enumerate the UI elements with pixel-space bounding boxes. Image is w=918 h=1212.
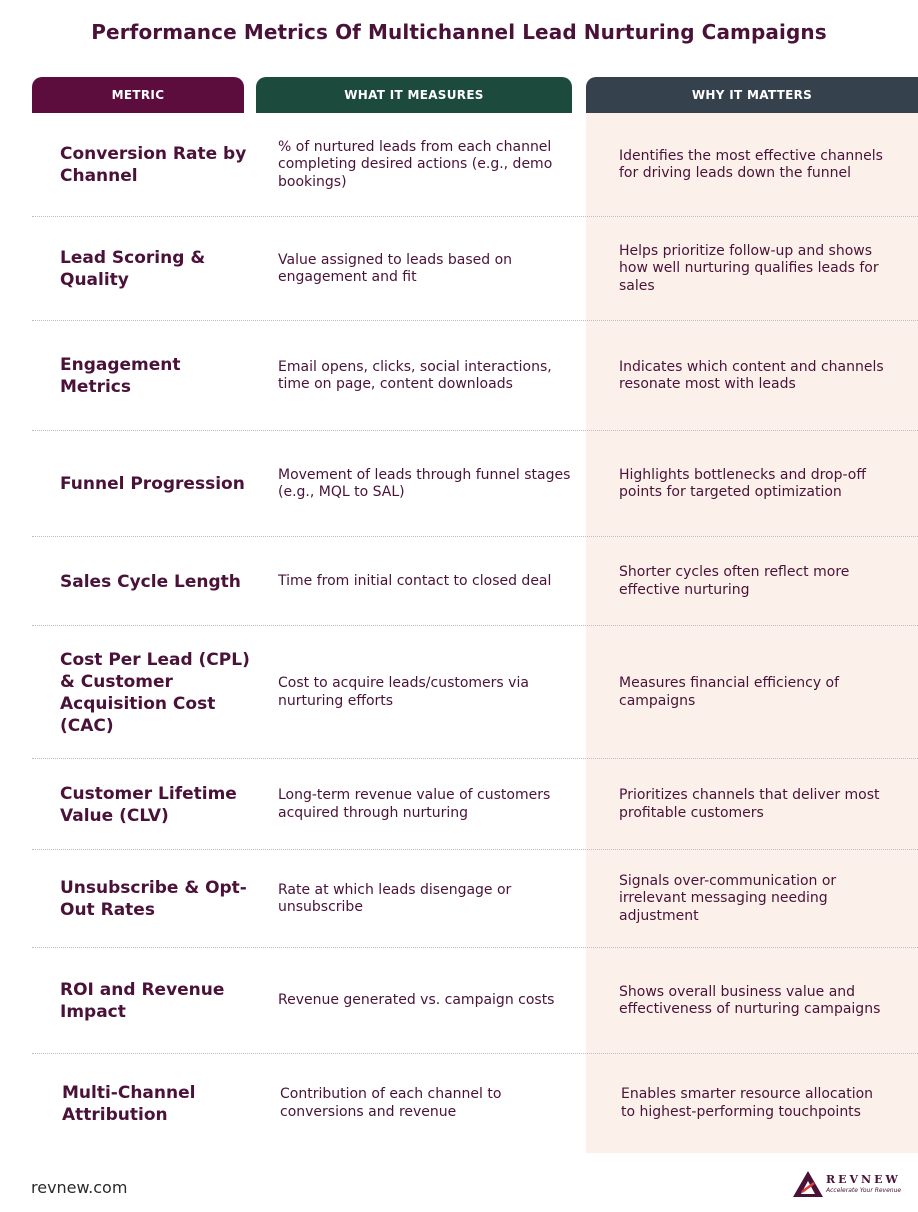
table-row bbox=[0, 217, 918, 321]
table-row bbox=[0, 948, 918, 1054]
metric-name: Conversion Rate by Channel bbox=[60, 144, 247, 186]
logo-wordmark: REVNEW bbox=[826, 1173, 901, 1186]
footer-website-link[interactable]: revnew.com bbox=[31, 1178, 128, 1197]
logo-tagline: Accelerate Your Revenue bbox=[826, 1187, 902, 1194]
header-why-it-matters: WHY IT MATTERS bbox=[586, 77, 918, 113]
what-it-measures: Value assigned to leads based on engagement and fit bbox=[278, 251, 513, 285]
why-it-matters: Highlights bottlenecks and drop-off points for targeted optimization bbox=[619, 466, 867, 500]
metric-name: Funnel Progression bbox=[60, 474, 245, 494]
why-it-matters: Shows overall business value and effectiveness of nurturing campaigns bbox=[619, 983, 881, 1017]
why-it-matters: Prioritizes channels that deliver most profitable customers bbox=[619, 787, 880, 821]
what-it-measures: Revenue generated vs. campaign costs bbox=[278, 992, 555, 1009]
table-row bbox=[0, 626, 918, 759]
page-title: Performance Metrics Of Multichannel Lead Nurturing Campaigns bbox=[91, 20, 827, 44]
what-it-measures: Long-term revenue value of customers acquired through nurturing bbox=[278, 787, 551, 821]
table-row bbox=[0, 537, 918, 626]
metric-name: Customer Lifetime Value (CLV) bbox=[60, 783, 237, 826]
table-row bbox=[0, 1054, 918, 1153]
table-row bbox=[0, 431, 918, 537]
what-it-measures: Email opens, clicks, social interactions, time on page, content downloads bbox=[278, 358, 552, 392]
table-row bbox=[0, 113, 918, 217]
metric-name: Engagement Metrics bbox=[60, 355, 181, 397]
what-it-measures: Cost to acquire leads/customers via nurturing efforts bbox=[278, 675, 529, 709]
revnew-logo bbox=[792, 1170, 912, 1200]
what-it-measures: Movement of leads through funnel stages (e.g., MQL to SAL) bbox=[278, 466, 571, 500]
why-it-matters: Indicates which content and channels resonate most with leads bbox=[619, 358, 884, 392]
why-it-matters: Helps prioritize follow-up and shows how well nurturing qualifies leads for sales bbox=[619, 242, 879, 294]
why-it-matters: Signals over-communication or irrelevant messaging needing adjustment bbox=[619, 872, 837, 924]
metric-name: Unsubscribe & Opt-Out Rates bbox=[60, 878, 247, 920]
why-it-matters: Identifies the most effective channels for driving leads down the funnel bbox=[619, 147, 883, 181]
revnew-triangle-icon bbox=[792, 1170, 824, 1198]
metric-name: ROI and Revenue Impact bbox=[60, 980, 225, 1022]
why-it-matters: Shorter cycles often reflect more effective nurturing bbox=[619, 564, 850, 598]
table-row bbox=[0, 321, 918, 431]
why-it-matters: Measures financial efficiency of campaigns bbox=[619, 675, 840, 709]
table-row bbox=[0, 850, 918, 948]
metric-name: Lead Scoring & Quality bbox=[60, 248, 206, 290]
metric-name: Sales Cycle Length bbox=[60, 571, 241, 592]
what-it-measures: % of nurtured leads from each channel completing desired actions (e.g., demo bookings) bbox=[278, 138, 553, 190]
what-it-measures: Time from initial contact to closed deal bbox=[278, 572, 552, 589]
metric-name: Cost Per Lead (CPL) & Customer Acquisition Cost (CAC) bbox=[60, 649, 250, 736]
what-it-measures: Contribution of each channel to conversions and revenue bbox=[280, 1086, 502, 1120]
metric-name: Multi-Channel Attribution bbox=[62, 1082, 196, 1125]
header-metric: METRIC bbox=[32, 77, 244, 113]
header-what-it-measures: WHAT IT MEASURES bbox=[256, 77, 572, 113]
why-it-matters: Enables smarter resource allocation to highest-performing touchpoints bbox=[621, 1086, 874, 1120]
what-it-measures: Rate at which leads disengage or unsubscribe bbox=[278, 881, 512, 915]
table-row bbox=[0, 759, 918, 850]
